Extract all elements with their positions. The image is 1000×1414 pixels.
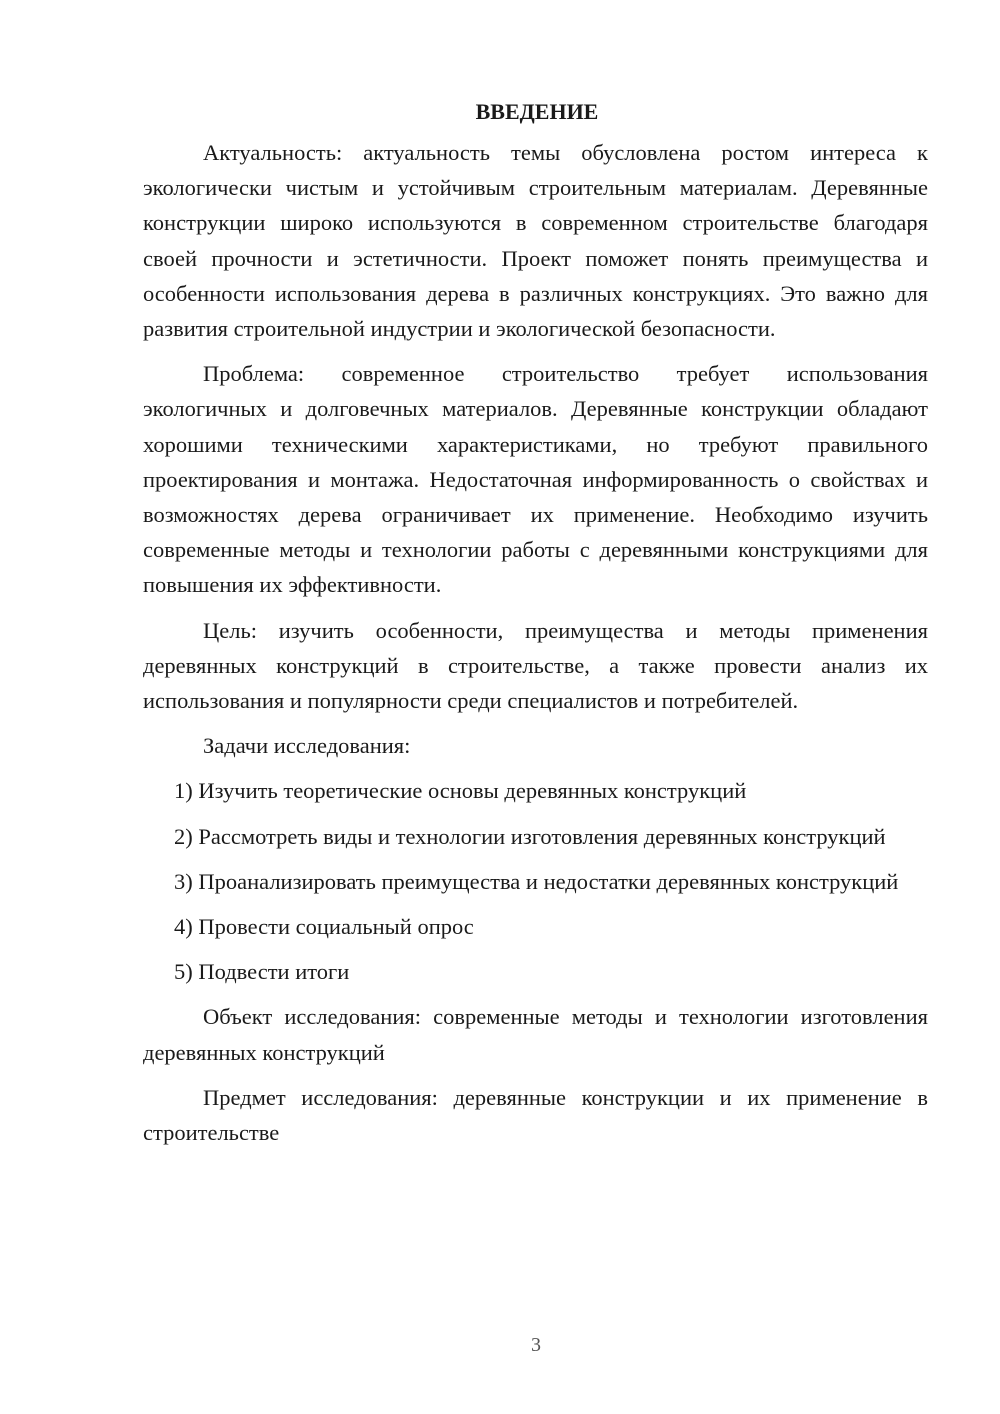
paragraph-goal: Цель: изучить особенности, преимущества и методы применения деревянных конструкций в строительстве, а также провести анализ их использования и популярности среди специалистов и потребителей. <box>143 617 928 714</box>
paragraph-relevance: Актуальность: актуальность темы обусловлена ростом интереса к экологически чистым и устойчивым строительным материалам. Деревянные конструкции широко используются в современном строительстве благодаря своей прочности и эстетичности. Проект поможет понять преимущества и особенности использования дерева в различных конструкциях. Это важно для развития строительной индустрии и экологической безопасности. <box>143 140 928 342</box>
section-heading: ВВЕДЕНИЕ <box>475 99 599 124</box>
task-item-3: 3) Проанализировать преимущества и недостатки деревянных конструкций <box>174 868 899 894</box>
task-item-5: 5) Подвести итоги <box>174 959 350 985</box>
task-item-2: 2) Рассмотреть виды и технологии изготовления деревянных конструкций <box>174 823 886 849</box>
paragraph-subject: Предмет исследования: деревянные конструкции и их применение в строительстве <box>143 1084 928 1146</box>
paragraph-object: Объект исследования: современные методы и технологии изготовления деревянных конструкций <box>143 1004 928 1065</box>
document-page <box>143 94 928 1160</box>
task-item-4: 4) Провести социальный опрос <box>174 914 474 940</box>
page-number: 3 <box>531 1334 541 1356</box>
task-item-1: 1) Изучить теоретические основы деревянных конструкций <box>174 778 747 804</box>
paragraph-tasks-heading: Задачи исследования: <box>203 733 411 759</box>
paragraph-problem: Проблема: современное строительство требует использования экологичных и долговечных материалов. Деревянные конструкции обладают хорошими техническими характеристиками, но требуют правильного проектирования и монтажа. Недостаточная информированность о свойствах и возможностях дерева ограничивает их применение. Необходимо изучить современные методы и технологии работы с деревянными конструкциями для повышения их эффективности. <box>143 361 928 598</box>
